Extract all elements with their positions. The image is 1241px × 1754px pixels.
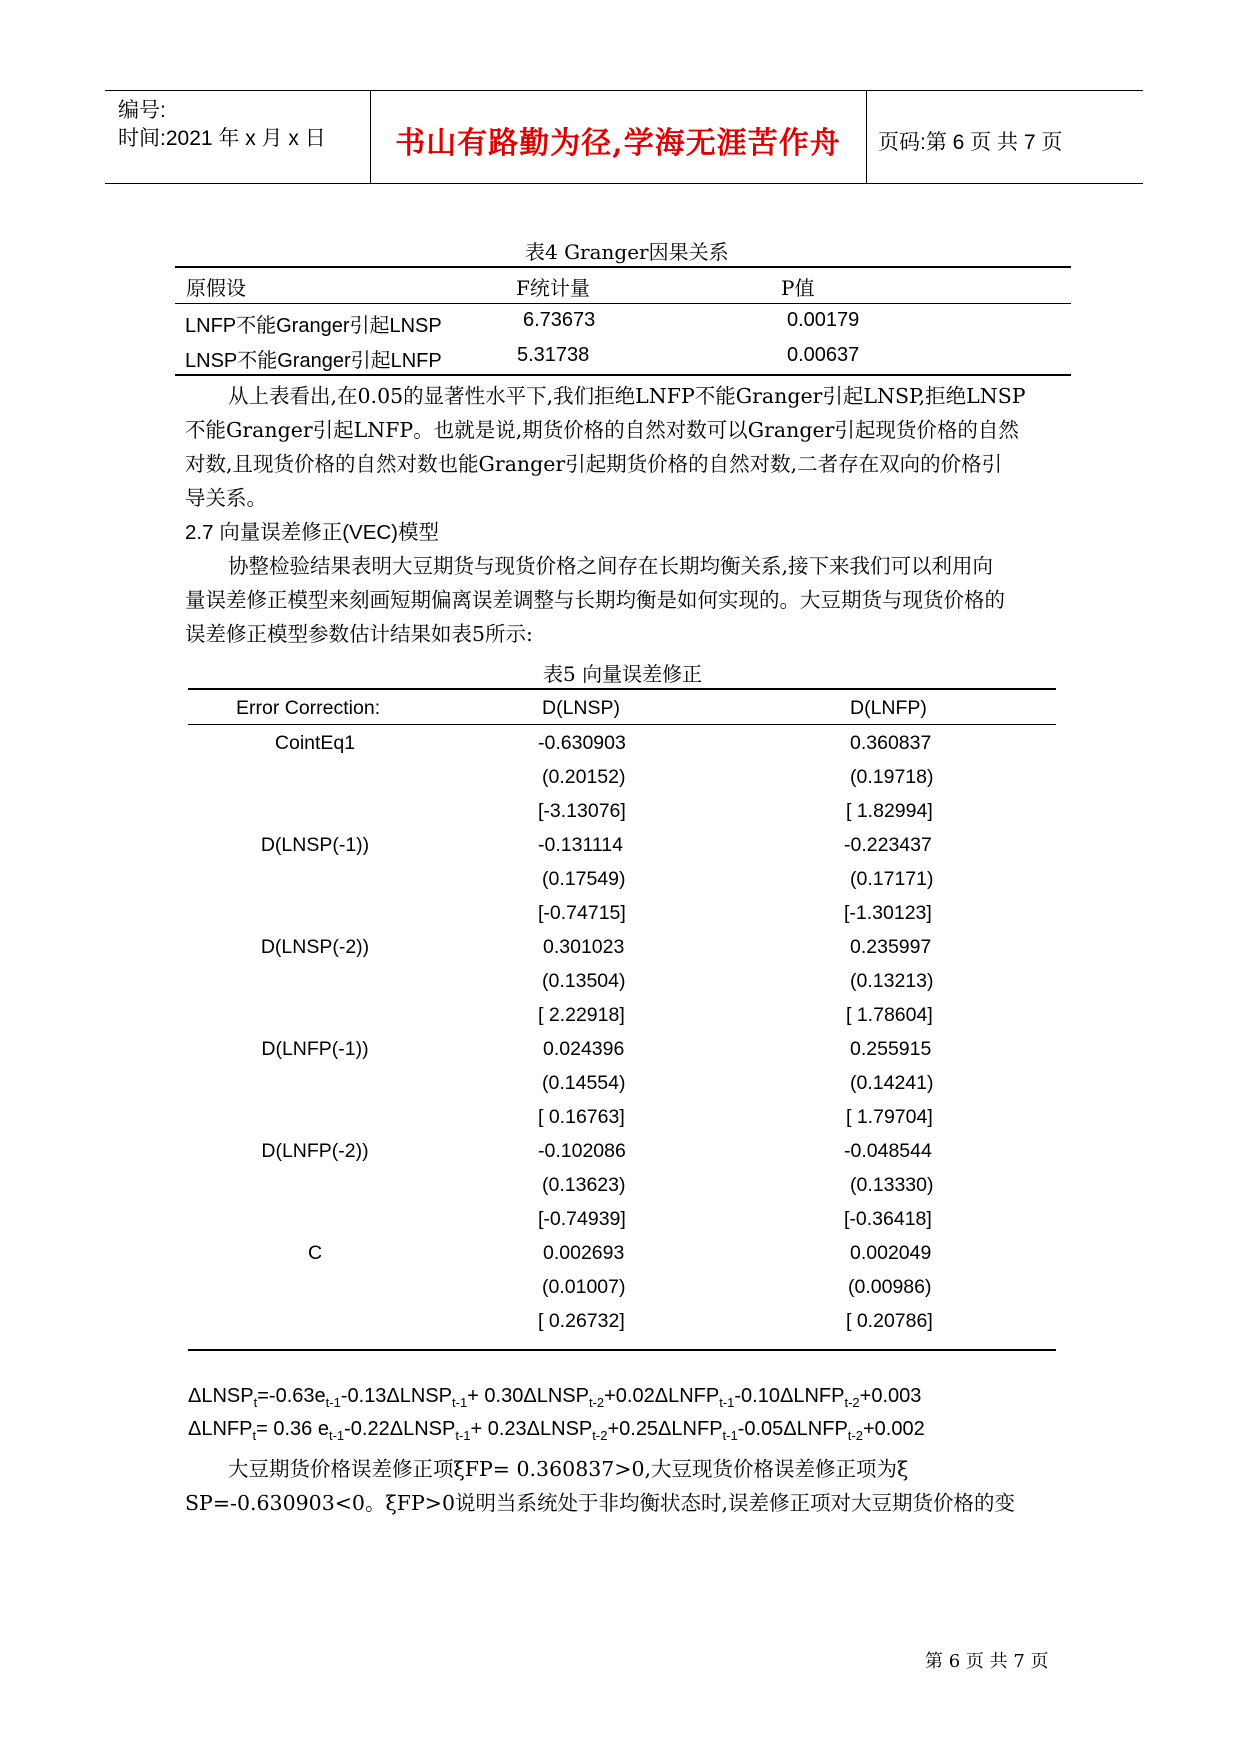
- table5-row-label: D(LNFP(-2)): [261, 1140, 369, 1162]
- table5-coef: -0.630903: [538, 732, 626, 754]
- header-time-label: 时间:2021 年 x 月 x 日: [118, 127, 326, 150]
- para1-line2: 不能Granger引起LNFP。也就是说,期货价格的自然对数可以Granger引起现货价格的自然: [185, 418, 1019, 442]
- table5-tstat: [-0.74939]: [538, 1208, 626, 1230]
- table5-stderr: (0.13623): [542, 1174, 626, 1196]
- table5-row-label: C: [307, 1242, 323, 1264]
- table5-stderr: (0.17171): [850, 868, 934, 890]
- table4-header-rule: [175, 303, 1071, 304]
- table5-stderr: (0.13330): [850, 1174, 934, 1196]
- page-footer: 第 6 页 共 7 页: [925, 1651, 1049, 1672]
- table4-row2-fstat: 5.31738: [517, 344, 590, 366]
- table5-header-dlnfp: D(LNFP): [850, 697, 927, 719]
- table5-tstat: [-0.36418]: [844, 1208, 932, 1230]
- para2-line2: 量误差修正模型来刻画短期偏离误差调整与长期均衡是如何实现的。大豆期货与现货价格的: [185, 588, 1005, 612]
- table4-header-fstat: F统计量: [516, 276, 590, 300]
- table4-row2-pvalue: 0.00637: [787, 344, 860, 366]
- table5-coef: 0.024396: [543, 1038, 625, 1060]
- section-heading: 2.7 向量误差修正(VEC)模型: [185, 521, 439, 544]
- table5-row-label: D(LNSP(-2)): [260, 936, 370, 958]
- table5-stderr: (0.19718): [850, 766, 934, 788]
- table5-tstat: [-1.30123]: [844, 902, 932, 924]
- table5-header-rule: [188, 724, 1056, 725]
- table4-header-hypothesis: 原假设: [186, 276, 246, 300]
- table5-coef: 0.301023: [543, 936, 625, 958]
- table4-row2-hypothesis: LNSP不能Granger引起LNFP: [185, 350, 442, 372]
- table5-tstat: [ 1.82994]: [846, 800, 933, 822]
- table5-stderr: (0.14241): [850, 1072, 934, 1094]
- table5-tstat: [ 0.26732]: [538, 1310, 625, 1332]
- header-motto: 书山有路勤为径,学海无涯苦作舟: [395, 126, 841, 161]
- table5-stderr: (0.17549): [542, 868, 626, 890]
- header-number-label: 编号:: [118, 99, 166, 122]
- table4-row1-fstat: 6.73673: [523, 309, 596, 331]
- table5-tstat: [ 0.16763]: [538, 1106, 625, 1128]
- table5-coef: -0.131114: [538, 834, 623, 856]
- para3-line2: SP=-0.630903<0。ξFP>0说明当系统处于非均衡状态时,误差修正项对大豆期货价格的变: [185, 1491, 1016, 1515]
- table5-bottom-rule: [188, 1349, 1056, 1351]
- table5-row-label: D(LNFP(-1)): [261, 1038, 369, 1060]
- table5-coef: -0.102086: [538, 1140, 626, 1162]
- table5-stderr: (0.14554): [542, 1072, 626, 1094]
- table5-tstat: [ 1.78604]: [846, 1004, 933, 1026]
- table5-coef: 0.255915: [850, 1038, 932, 1060]
- para1-line1: 从上表看出,在0.05的显著性水平下,我们拒绝LNFP不能Granger引起LNSP,拒绝LNSP: [228, 384, 1026, 408]
- table4-row1-hypothesis: LNFP不能Granger引起LNSP: [185, 315, 442, 337]
- table5-tstat: [-3.13076]: [538, 800, 626, 822]
- table5-header-dlnsp: D(LNSP): [542, 697, 621, 719]
- para2-line3: 误差修正模型参数估计结果如表5所示:: [185, 622, 533, 646]
- equation-dlnsp: $\Delta LNSP_t=-0.63e_{t-1}-0.13\Delta LNSP_{t-1}+$ $0.30\Delta LNSP_{t-2}+0.02\Delta LNFP_{t-1}-0.10\Delta LNFP_{t-2}+0.003$: [188, 1385, 922, 1410]
- table5-tstat: [ 1.79704]: [846, 1106, 933, 1128]
- para1-line4: 导关系。: [185, 486, 267, 510]
- table5-header-label: Error Correction:: [236, 697, 381, 719]
- table4-title: 表4 Granger因果关系: [525, 240, 729, 264]
- table5-stderr: (0.01007): [542, 1276, 626, 1298]
- table5-tstat: [-0.74715]: [538, 902, 626, 924]
- para1-line3: 对数,且现货价格的自然对数也能Granger引起期货价格的自然对数,二者存在双向的价格引: [185, 452, 1003, 476]
- table4-row1-pvalue: 0.00179: [787, 309, 860, 331]
- table5-stderr: (0.13504): [542, 970, 626, 992]
- table5-coef: 0.235997: [850, 936, 932, 958]
- table5-tstat: [ 2.22918]: [538, 1004, 625, 1026]
- table4-header-pvalue: P值: [781, 276, 815, 300]
- table5-coef: -0.048544: [844, 1140, 932, 1162]
- header-divider-right: [866, 90, 867, 183]
- table5-coef: 0.360837: [850, 732, 932, 754]
- equation-dlnfp: $\Delta LNFP_t= 0.36$ $e_{t-1}-0.22\Delta LNSP_{t-1}+$ $0.23\Delta LNSP_{t-2}+0.25\Delta LNFP_{t-1}-0.05\Delta LNFP_{t-2}+0.002$: [188, 1418, 925, 1443]
- table5-stderr: (0.13213): [850, 970, 934, 992]
- table4-top-rule: [175, 266, 1071, 268]
- table5-tstat: [ 0.20786]: [846, 1310, 933, 1332]
- table5-row-label: CointEq1: [274, 732, 356, 754]
- table5-coef: 0.002693: [543, 1242, 625, 1264]
- para2-line1: 协整检验结果表明大豆期货与现货价格之间存在长期均衡关系,接下来我们可以利用向: [228, 554, 994, 578]
- table5-stderr: (0.20152): [542, 766, 626, 788]
- header-page-label: 页码:第 6 页 共 7 页: [878, 131, 1063, 154]
- para3-line1: 大豆期货价格误差修正项ξFP= 0.360837>0,大豆现货价格误差修正项为ξ: [228, 1457, 909, 1481]
- table5-stderr: (0.00986): [848, 1276, 932, 1298]
- table5-top-rule: [188, 688, 1056, 690]
- table5-coef: 0.002049: [850, 1242, 932, 1264]
- table5-row-label: D(LNSP(-1)): [260, 834, 370, 856]
- table4-bottom-rule: [175, 374, 1071, 376]
- header-top-rule: [105, 90, 1143, 91]
- table5-title: 表5 向量误差修正: [543, 662, 703, 686]
- table5-coef: -0.223437: [844, 834, 932, 856]
- header-bottom-rule: [105, 183, 1143, 184]
